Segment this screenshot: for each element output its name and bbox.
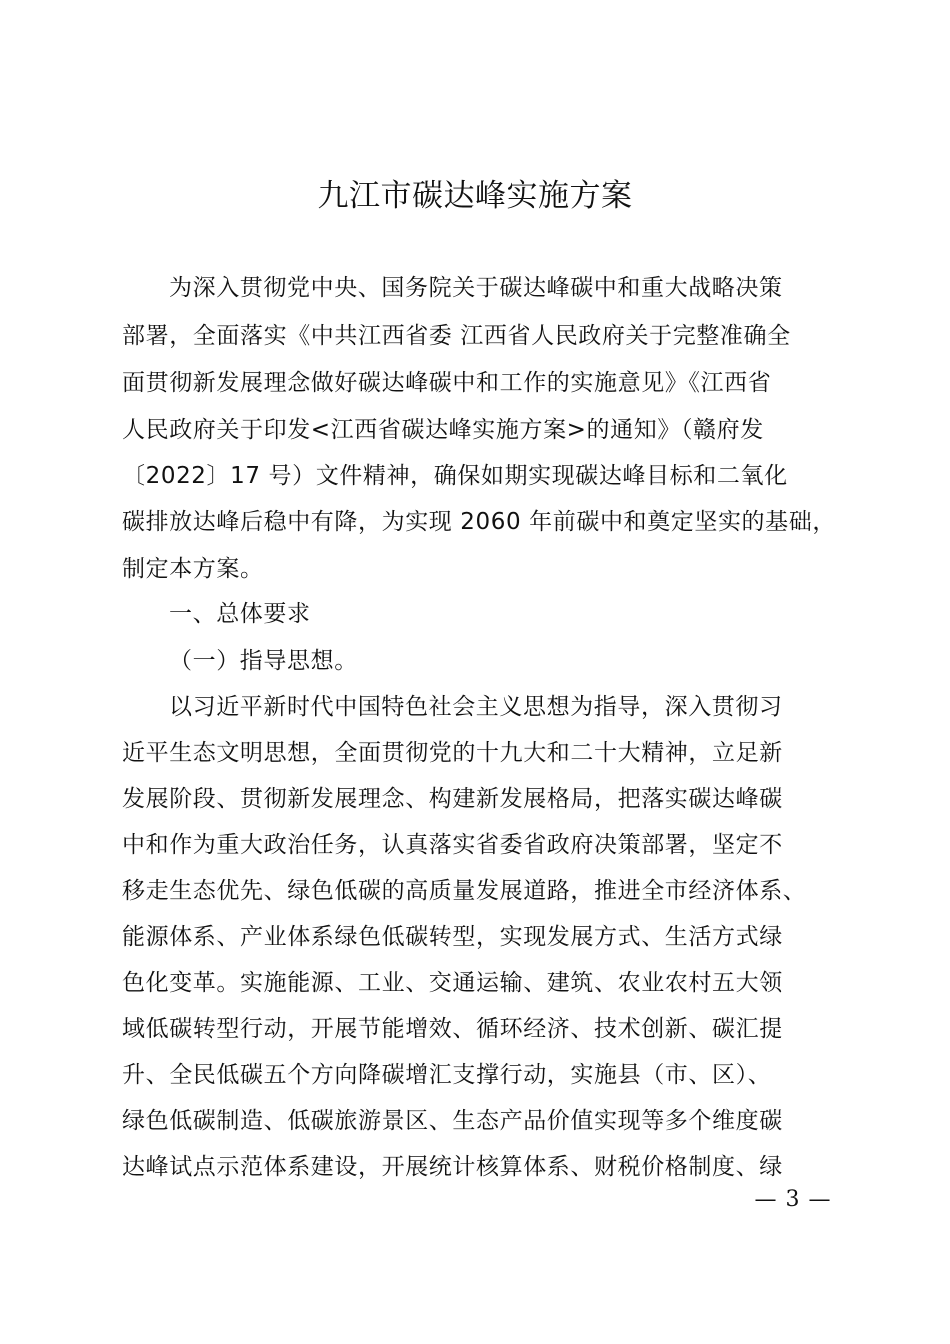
paragraph-2-line-10: 绿色低碳制造、低碳旅游景区、生态产品价值实现等多个维度碳 (122, 1108, 783, 1134)
paragraph-2-line-9: 升、全民低碳五个方向降碳增汇支撑行动，实施县（市、区）、 (122, 1062, 772, 1088)
paragraph-1-line-6: 碳排放达峰后稳中有降，为实现 2060 年前碳中和奠定坚实的基础， (122, 509, 836, 535)
page-number: — 3 — (754, 1187, 832, 1212)
paragraph-2-line-3: 发展阶段、贯彻新发展理念、构建新发展格局，把落实碳达峰碳 (122, 786, 783, 812)
paragraph-2-line-7: 色化变革。实施能源、工业、交通运输、建筑、农业农村五大领 (122, 970, 783, 996)
paragraph-1-line-2: 部署，全面落实《中共江西省委 江西省人民政府关于完整准确全 (122, 323, 791, 349)
paragraph-2-line-5: 移走生态优先、绿色低碳的高质量发展道路，推进全市经济体系、 (122, 878, 807, 904)
document-title: 九江市碳达峰实施方案 (317, 178, 633, 214)
paragraph-1-line-4: 人民政府关于印发<江西省碳达峰实施方案>的通知》（赣府发 (122, 417, 764, 443)
paragraph-1-line-3: 面贯彻新发展理念做好碳达峰碳中和工作的实施意见》《江西省 (122, 370, 772, 396)
paragraph-1-line-5: 〔2022〕17 号）文件精神，确保如期实现碳达峰目标和二氧化 (122, 463, 788, 489)
paragraph-1-line-7: 制定本方案。 (122, 556, 264, 582)
paragraph-2-line-8: 域低碳转型行动，开展节能增效、循环经济、技术创新、碳汇提 (122, 1016, 783, 1042)
section-heading-general-requirements: 一、总体要求 (169, 601, 311, 627)
paragraph-1-line-1: 为深入贯彻党中央、国务院关于碳达峰碳中和重大战略决策 (169, 275, 783, 301)
subsection-heading-guiding-ideology: （一）指导思想。 (169, 648, 358, 674)
paragraph-2-line-2: 近平生态文明思想，全面贯彻党的十九大和二十大精神，立足新 (122, 740, 783, 766)
paragraph-2-line-1: 以习近平新时代中国特色社会主义思想为指导，深入贯彻习 (169, 694, 783, 720)
paragraph-2-line-4: 中和作为重大政治任务，认真落实省委省政府决策部署，坚定不 (122, 832, 783, 858)
paragraph-2-line-6: 能源体系、产业体系绿色低碳转型，实现发展方式、生活方式绿 (122, 924, 783, 950)
paragraph-2-line-11: 达峰试点示范体系建设，开展统计核算体系、财税价格制度、绿 (122, 1154, 783, 1180)
